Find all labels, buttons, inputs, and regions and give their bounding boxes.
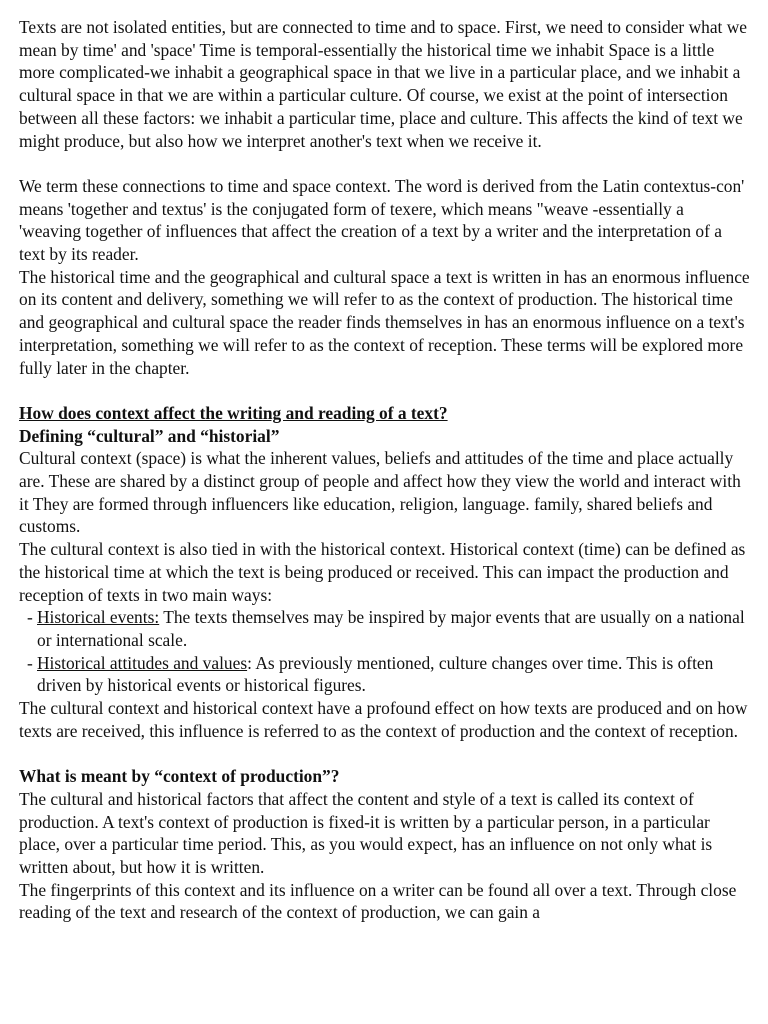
- list-item-historical-attitudes: [19, 652, 750, 697]
- paragraph-context-definition: We term these connections to time and space context. The word is derived from the Latin contextus-con' means 'together and textus' is the conjugated form of texere, which means "weave -essentially a 'weaving together of influences that affect the creation of a text by a writer and the interpretation of a text by its reader.: [19, 175, 745, 265]
- paragraph-spacer: [19, 379, 750, 402]
- list-item-historical-events: [19, 606, 750, 651]
- list-marker: -: [27, 607, 33, 628]
- list-marker: -: [27, 652, 33, 673]
- list-term: Historical attitudes and values: [37, 652, 248, 673]
- list-text: : As previously mentioned, culture changes over time. This is often driven by historical events or historical figures.: [37, 652, 714, 696]
- section-heading-context-effect: How does context affect the writing and reading of a text?: [19, 402, 448, 423]
- paragraph-historical-context: The cultural context is also tied in with the historical context. Historical context (time) can be defined as the historical time at which the text is being produced or received. This can impact the production and reception of texts in two main ways:: [19, 539, 746, 605]
- paragraph-production-definition: The cultural and historical factors that affect the content and style of a text is called its context of production. A text's context of production is fixed-it is written by a particular person, in a particular place, over a particular time period. This, as you would expect, has an influence on not only what is written about, but how it is written.: [19, 788, 713, 877]
- list-term: Historical events:: [37, 607, 160, 628]
- paragraph-production-reception: The historical time and the geographical and cultural space a text is written in has an enormous influence on its content and delivery, something we will refer to as the context of production. The historical time and geographical and cultural space the reader finds themselves in has an enormous influence on a text's interpretation, something we will refer to as the context of reception. These terms will be explored more fully later in the chapter.: [19, 266, 750, 378]
- paragraph-spacer: [19, 152, 750, 175]
- paragraph-spacer: [19, 742, 750, 765]
- list-text: The texts themselves may be inspired by major events that are usually on a national or international scale.: [37, 607, 745, 650]
- section-heading-context-of-production: What is meant by “context of production”?: [19, 766, 340, 787]
- paragraph-profound-effect: The cultural context and historical context have a profound effect on how texts are produced and on how texts are received, this influence is referred to as the context of production and the context of reception.: [19, 698, 748, 741]
- paragraph-intro: Texts are not isolated entities, but are connected to time and to space. First, we need to consider what we mean by time' and 'space' Time is temporal-essentially the historical time we inhabit Space is a little more complicated-we inhabit a geographical space in that we live in a particular place, and we inhabit a cultural space in that we are within a particular culture. Of course, we exist at the point of intersection between all these factors: we inhabit a particular time, place and culture. This affects the kind of text we might produce, but also how we interpret another's text when we receive it.: [19, 17, 747, 151]
- paragraph-cultural-context: Cultural context (space) is what the inherent values, beliefs and attitudes of the time and place actually are. These are shared by a distinct group of people and affect how they view the world and interact with it They are formed through influencers like education, religion, language. family, shared beliefs and customs.: [19, 448, 741, 537]
- paragraph-fingerprints: The fingerprints of this context and its influence on a writer can be found all over a text. Through close reading of the text and research of the context of production, we can gain a: [19, 879, 737, 923]
- subheading-defining-terms: Defining “cultural” and “historial”: [19, 425, 280, 446]
